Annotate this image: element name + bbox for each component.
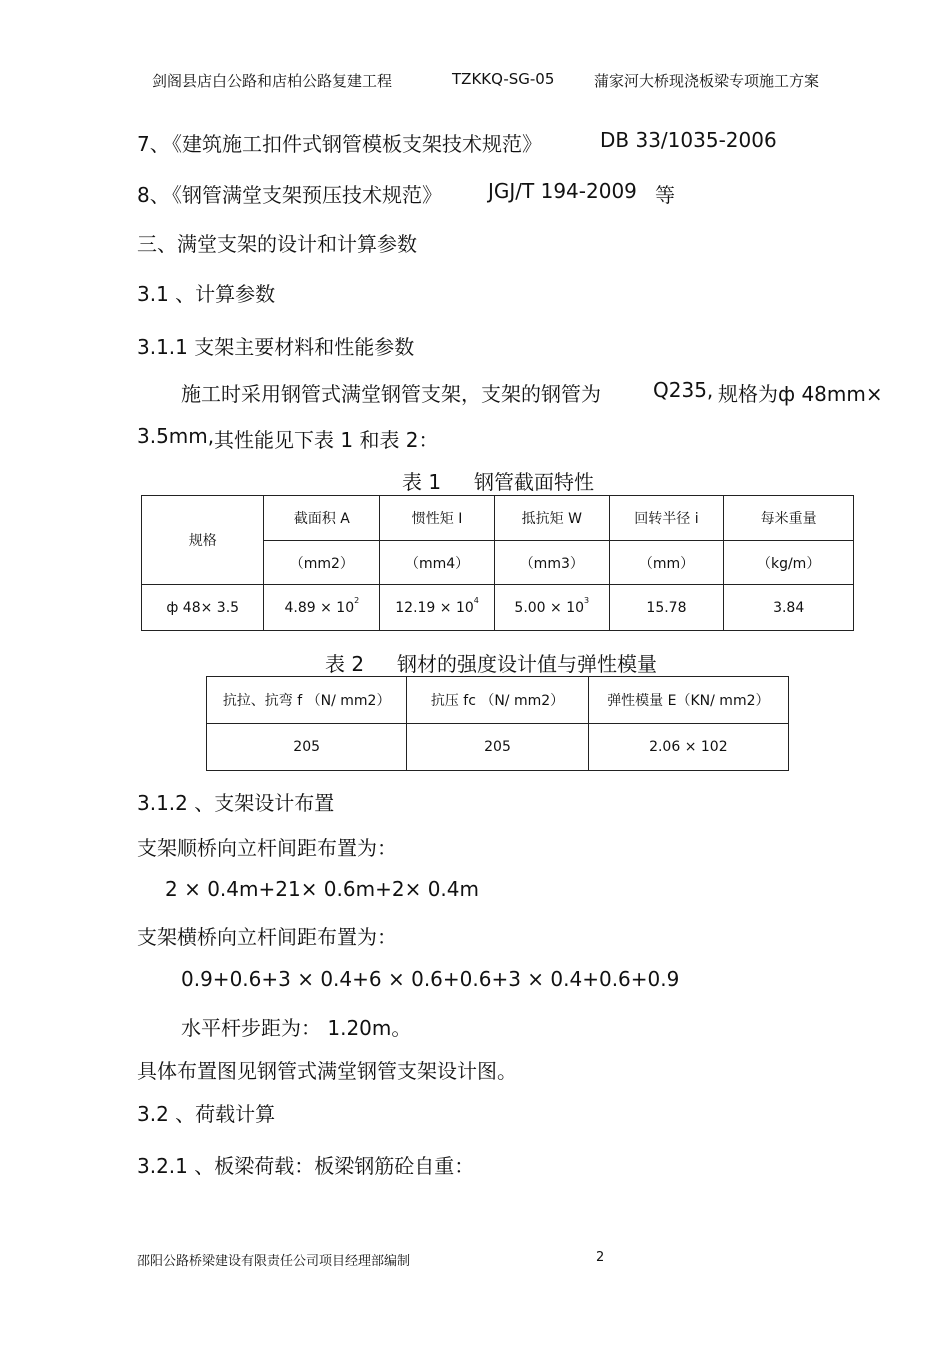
ref-8-number: 8、 [137, 183, 170, 207]
header-doc-code: TZKKQ-SG-05 [452, 70, 555, 88]
steel-pipe-section-table [141, 495, 854, 631]
longitudinal-spacing-title: 支架顺桥向立杆间距布置为： [137, 836, 397, 860]
table2-cell-elastic: 2.06 × 102 [588, 724, 788, 771]
table1-header-spec: 规格 [142, 496, 264, 585]
table2-cell-compressive: 205 [407, 724, 588, 771]
table1-caption-number: 表 1 [402, 470, 442, 494]
table-row [207, 724, 789, 771]
para-text-1: 施工时采用钢管式满堂钢管支架，支架的钢管为 [181, 382, 601, 406]
section-3-1-heading: 3.1 、计算参数 [137, 282, 276, 306]
table1-cell-weight: 3.84 [724, 585, 854, 631]
ref-8-title: 《钢管满堂支架预压技术规范》 [162, 183, 442, 207]
section-3-2-1-heading: 3.2.1 、板梁荷载：板梁钢筋砼自重： [137, 1154, 475, 1178]
table1-header-radius: 回转半径 i [609, 496, 724, 541]
layout-reference: 具体布置图见钢管式满堂钢管支架设计图。 [137, 1059, 517, 1083]
para-spec: 规格为ф 48mm× [718, 382, 883, 406]
table1-cell-modulus-exponent: 3 [584, 595, 590, 605]
longitudinal-spacing-value: 2 × 0.4m+21× 0.6m+2× 0.4m [165, 877, 479, 901]
para-steel-grade: Q235, [653, 378, 714, 402]
para-text-2: 其性能见下表 1 和表 2： [214, 428, 439, 452]
ref-8-suffix: 等 [655, 183, 675, 207]
table2-caption-number: 表 2 [325, 652, 365, 676]
table1-header-radius-unit: （mm） [609, 541, 724, 585]
header-project-name: 剑阁县店白公路和店柏公路复建工程 [152, 72, 393, 90]
table2-caption: 钢材的强度设计值与弹性模量 [397, 652, 657, 676]
section-3-1-1-heading: 3.1.1 支架主要材料和性能参数 [137, 335, 415, 359]
table1-cell-inertia [380, 585, 495, 631]
table1-cell-radius: 15.78 [609, 585, 724, 631]
table1-header-area-unit: （mm2） [264, 541, 380, 585]
transverse-spacing-title: 支架横桥向立杆间距布置为： [137, 925, 397, 949]
table1-cell-inertia-exponent: 4 [473, 595, 479, 605]
table1-header-inertia: 惯性矩 I [380, 496, 495, 541]
table1-cell-modulus [494, 585, 609, 631]
table1-cell-area-base: 4.89 × 10 [284, 599, 355, 616]
table1-header-weight: 每米重量 [724, 496, 854, 541]
table1-cell-inertia-base: 12.19 × 10 [395, 599, 474, 616]
section-3-2-heading: 3.2 、荷载计算 [137, 1102, 276, 1126]
table2-header-tensile: 抗拉、抗弯 f （N/ mm2） [207, 677, 407, 724]
horizontal-step: 水平杆步距为： 1.20m。 [181, 1016, 412, 1040]
steel-strength-table [206, 676, 789, 771]
table1-header-modulus-unit: （mm3） [494, 541, 609, 585]
table1-cell-area [264, 585, 380, 631]
table1-header-modulus: 抵抗矩 W [494, 496, 609, 541]
footer-company: 邵阳公路桥梁建设有限责任公司项目经理部编制 [137, 1254, 411, 1269]
ref-7-number: 7、 [137, 132, 170, 156]
table1-header-weight-unit: （kg/m） [724, 541, 854, 585]
table2-header-compressive: 抗压 fc （N/ mm2） [407, 677, 588, 724]
header-doc-title: 蒲家河大桥现浇板梁专项施工方案 [594, 72, 820, 90]
para-thickness: 3.5mm, [137, 424, 215, 448]
table1-header-area: 截面积 A [264, 496, 380, 541]
section-3-1-2-heading: 3.1.2 、支架设计布置 [137, 791, 335, 815]
table1-cell-modulus-base: 5.00 × 10 [514, 599, 585, 616]
table1-caption: 钢管截面特性 [474, 470, 594, 494]
ref-7-code: DB 33/1035-2006 [600, 128, 777, 152]
ref-7-title: 《建筑施工扣件式钢管模板支架技术规范》 [162, 132, 542, 156]
section-3-heading: 三、满堂支架的设计和计算参数 [137, 232, 417, 256]
table1-header-inertia-unit: （mm4） [380, 541, 495, 585]
table2-cell-tensile: 205 [207, 724, 407, 771]
table2-header-elastic: 弹性模量 E（KN/ mm2） [588, 677, 788, 724]
table1-cell-spec: ф 48× 3.5 [142, 585, 264, 631]
table-row [142, 585, 854, 631]
transverse-spacing-value: 0.9+0.6+3 × 0.4+6 × 0.6+0.6+3 × 0.4+0.6+0.9 [181, 967, 680, 991]
page-number: 2 [596, 1250, 605, 1265]
table1-cell-area-exponent: 2 [354, 595, 360, 605]
ref-8-code: JGJ/T 194-2009 [488, 179, 637, 203]
